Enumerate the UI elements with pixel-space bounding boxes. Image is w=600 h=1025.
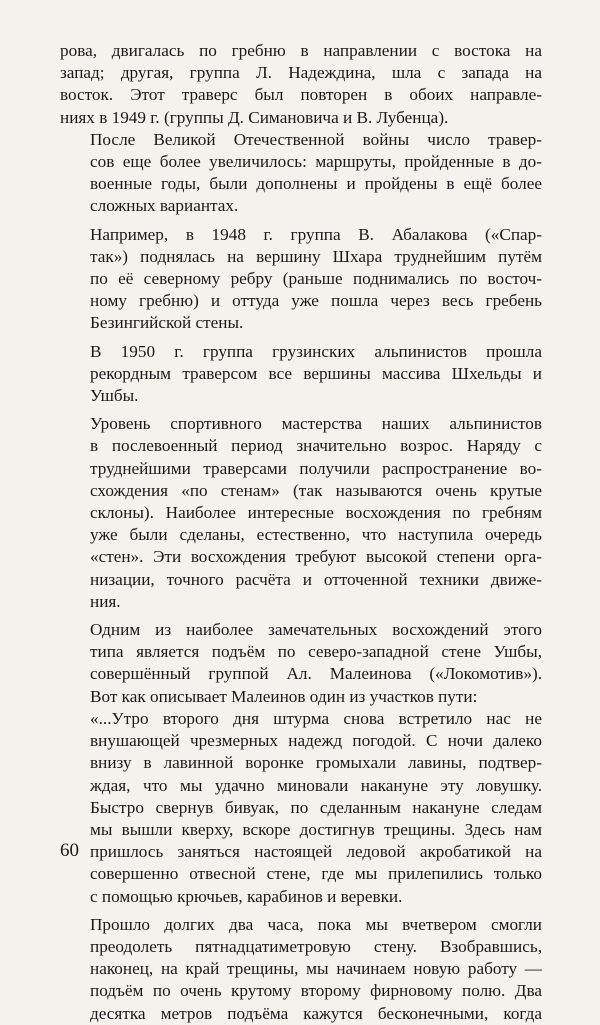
text-line: совершённый группой Ал. Малеинова («Локомотив»). — [90, 664, 542, 684]
text-line: Одним из наиболее замечательных восхождений этого — [90, 620, 542, 640]
paragraph-5 — [60, 413, 542, 613]
paragraph-7-quote — [60, 708, 542, 908]
text-line: рекордным траверсом все вершины массива Шхельды и — [90, 363, 542, 383]
text-line: «стен». Эти восхождения требуют высокой степени орга- — [90, 547, 542, 567]
text-line: так») поднялась на вершину Шхара труднейшим путём — [90, 246, 542, 266]
body-text — [60, 40, 542, 1025]
paragraph-3 — [60, 224, 542, 335]
text-line: восток. Этот траверс был повторен в обоих направле- — [60, 85, 542, 105]
text-line: Уровень спортивного мастерства наших альпинистов — [90, 414, 542, 434]
text-line: низации, точного расчёта и отточенной техники движе- — [90, 569, 542, 589]
page-number: 60 — [60, 840, 79, 861]
text-line: ниях в 1949 г. (группы Д. Симановича и В. Лубенца). — [60, 107, 449, 127]
text-line: После Великой Отечественной войны число травер- — [90, 129, 542, 149]
text-line: с помощью крючьев, карабинов и веревки. — [90, 886, 403, 906]
paragraph-4 — [60, 341, 542, 408]
text-line: труднейшими траверсами получили распространение во- — [90, 458, 542, 478]
text-line: ния. — [90, 591, 121, 611]
text-line: Вот как описывает Малеинов один из участков пути: — [90, 686, 478, 706]
text-line: схождения «по стенам» (так называются очень крутые — [90, 480, 542, 500]
text-line: Быстро свернув бивуак, по сделанным накануне следам — [90, 797, 542, 817]
text-line: «...Утро второго дня штурма снова встретило нас не — [90, 708, 542, 728]
text-line: наконец, на край трещины, мы начинаем новую работу — — [90, 959, 542, 979]
text-line: запад; другая, группа Л. Надеждина, шла с запада на — [60, 63, 542, 83]
paragraph-2 — [60, 129, 542, 218]
text-line: уже были сделаны, естественно, что наступила очередь — [90, 525, 542, 545]
text-line: сложных вариантах. — [90, 196, 239, 216]
text-line: рова, двигалась по гребню в направлении с востока на — [60, 41, 542, 60]
text-line: Безингийской стены. — [90, 313, 244, 333]
text-line: ному гребню) и оттуда уже пошла через весь гребень — [90, 291, 542, 311]
text-line: в послевоенный период значительно возрос. Наряду с — [90, 436, 542, 456]
text-line: В 1950 г. группа грузинских альпинистов прошла — [90, 341, 542, 361]
text-line: Например, в 1948 г. группа В. Абалакова («Спар- — [90, 224, 542, 244]
text-line: десятка метров подъёма кажутся бесконечными, когда — [90, 1003, 542, 1023]
paragraph-1 — [60, 40, 542, 129]
text-line: мы вышли кверху, вскоре достигнув трещины. Здесь нам — [90, 819, 542, 839]
text-line: типа является подъём по северо-западной стене Ушбы, — [90, 642, 542, 662]
paragraph-8 — [60, 914, 542, 1025]
text-line: военные годы, были дополнены и пройдены в ещё более — [90, 174, 542, 194]
text-line: внушающей чрезмерных надежд погодой. С ночи далеко — [90, 731, 542, 751]
text-line: склоны). Наиболее интересные восхождения по гребням — [90, 503, 542, 523]
text-line: ждая, что мы удачно миновали накануне эту ловушку. — [90, 775, 542, 795]
text-line: подъём по очень крутому второму фирновому полю. Два — [90, 981, 542, 1001]
text-line: преодолеть пятнадцатиметровую стену. Взобравшись, — [90, 936, 542, 956]
text-line: пришлось заняться настоящей ледовой акробатикой на — [90, 842, 542, 862]
paragraph-6 — [60, 619, 542, 708]
text-line: внизу в лавинной воронке громыхали лавины, подтвер- — [90, 753, 542, 773]
text-line: Ушбы. — [90, 386, 139, 406]
text-line: Прошло долгих два часа, пока мы вчетвером смогли — [90, 914, 542, 934]
text-line: по её северному ребру (раньше поднимались по восточ- — [90, 269, 542, 289]
text-line: совершенно отвесной стене, где мы прилепились только — [90, 864, 542, 884]
text-line: сов еще более увеличилось: маршруты, пройденные в до- — [90, 152, 542, 172]
